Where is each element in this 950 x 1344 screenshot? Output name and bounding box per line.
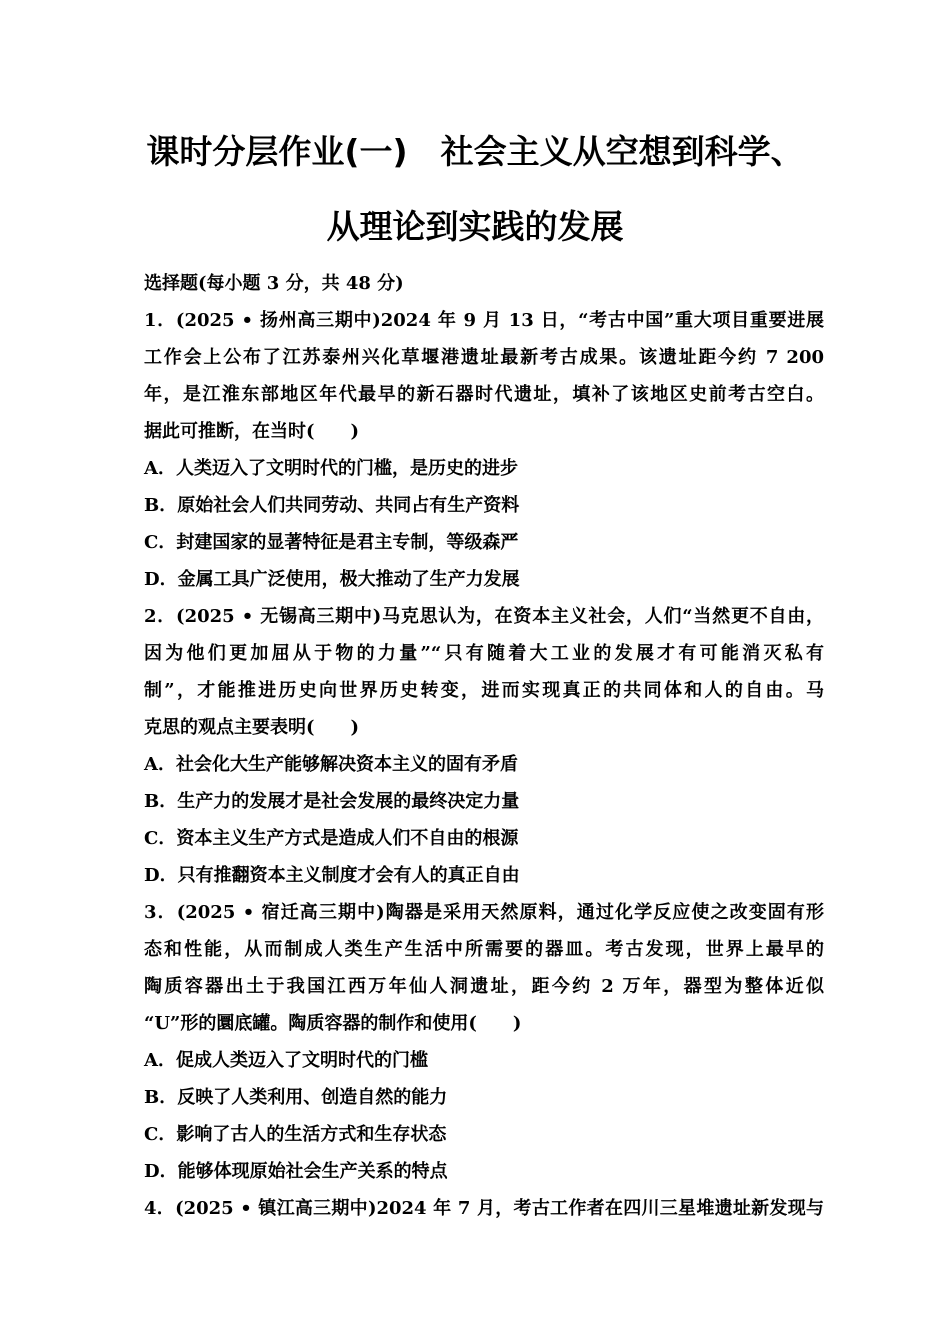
section-heading: 选择题(每小题 3 分，共 48 分) [144, 273, 404, 294]
question-stem-line: 3．(2025 • 宿迁高三期中)陶器是采用天然原料，通过化学反应使之改变固有形 [144, 902, 824, 923]
question-3 [144, 894, 824, 1190]
answer-option-c: C．资本主义生产方式是造成人们不自由的根源 [144, 828, 519, 849]
question-stem-line: 制”，才能推进历史向世界历史转变，进而实现真正的共同体和人的自由。马 [144, 680, 824, 701]
answer-option-a: A．社会化大生产能够解决资本主义的固有矛盾 [144, 754, 518, 775]
question-stem-line: 据此可推断，在当时( ) [144, 421, 360, 442]
question-stem-line: 态和性能，从而制成人类生产生活中所需要的器皿。考古发现，世界上最早的 [144, 939, 824, 960]
document-body [144, 265, 824, 1227]
question-stem-line: 1．(2025 • 扬州高三期中)2024 年 9 月 13 日，“考古中国”重大项目重要进展 [144, 310, 824, 331]
answer-option-b: B．原始社会人们共同劳动、共同占有生产资料 [144, 495, 520, 516]
answer-option-a: A．人类迈入了文明时代的门槛，是历史的进步 [144, 458, 518, 479]
answer-option-d: D．金属工具广泛使用，极大推动了生产力发展 [144, 569, 520, 590]
answer-option-d: D．能够体现原始社会生产关系的特点 [144, 1161, 448, 1182]
question-4 [144, 1190, 824, 1227]
question-stem-line: 陶质容器出土于我国江西万年仙人洞遗址，距今约 2 万年，器型为整体近似 [144, 976, 824, 997]
question-stem-line: “U”形的圜底罐。陶质容器的制作和使用( ) [144, 1013, 522, 1034]
answer-option-c: C．封建国家的显著特征是君主专制，等级森严 [144, 532, 519, 553]
question-stem-line: 工作会上公布了江苏泰州兴化草堰港遗址最新考古成果。该遗址距今约 7 200 [144, 347, 824, 368]
answer-option-c: C．影响了古人的生活方式和生存状态 [144, 1124, 447, 1145]
page-title-line-2: 从理论到实践的发展 [326, 207, 624, 246]
answer-option-d: D．只有推翻资本主义制度才会有人的真正自由 [144, 865, 520, 886]
question-1 [144, 302, 824, 598]
question-stem-line: 因为他们更加屈从于物的力量”“只有随着大工业的发展才有可能消灭私有 [144, 643, 824, 664]
question-stem-line: 2．(2025 • 无锡高三期中)马克思认为，在资本主义社会，人们“当然更不自由， [144, 606, 824, 627]
question-2 [144, 598, 824, 894]
answer-option-b: B．生产力的发展才是社会发展的最终决定力量 [144, 791, 520, 812]
question-stem-line: 年，是江淮东部地区年代最早的新石器时代遗址，填补了该地区史前考古空白。 [144, 384, 824, 405]
page-title-line-1: 课时分层作业(一) 社会主义从空想到科学、 [146, 132, 804, 171]
question-stem-line: 克思的观点主要表明( ) [144, 717, 360, 738]
answer-option-a: A．促成人类迈入了文明时代的门槛 [144, 1050, 428, 1071]
question-stem-line: 4．(2025 • 镇江高三期中)2024 年 7 月，考古工作者在四川三星堆遗址新发现与 [144, 1198, 824, 1219]
answer-option-b: B．反映了人类利用、创造自然的能力 [144, 1087, 448, 1108]
